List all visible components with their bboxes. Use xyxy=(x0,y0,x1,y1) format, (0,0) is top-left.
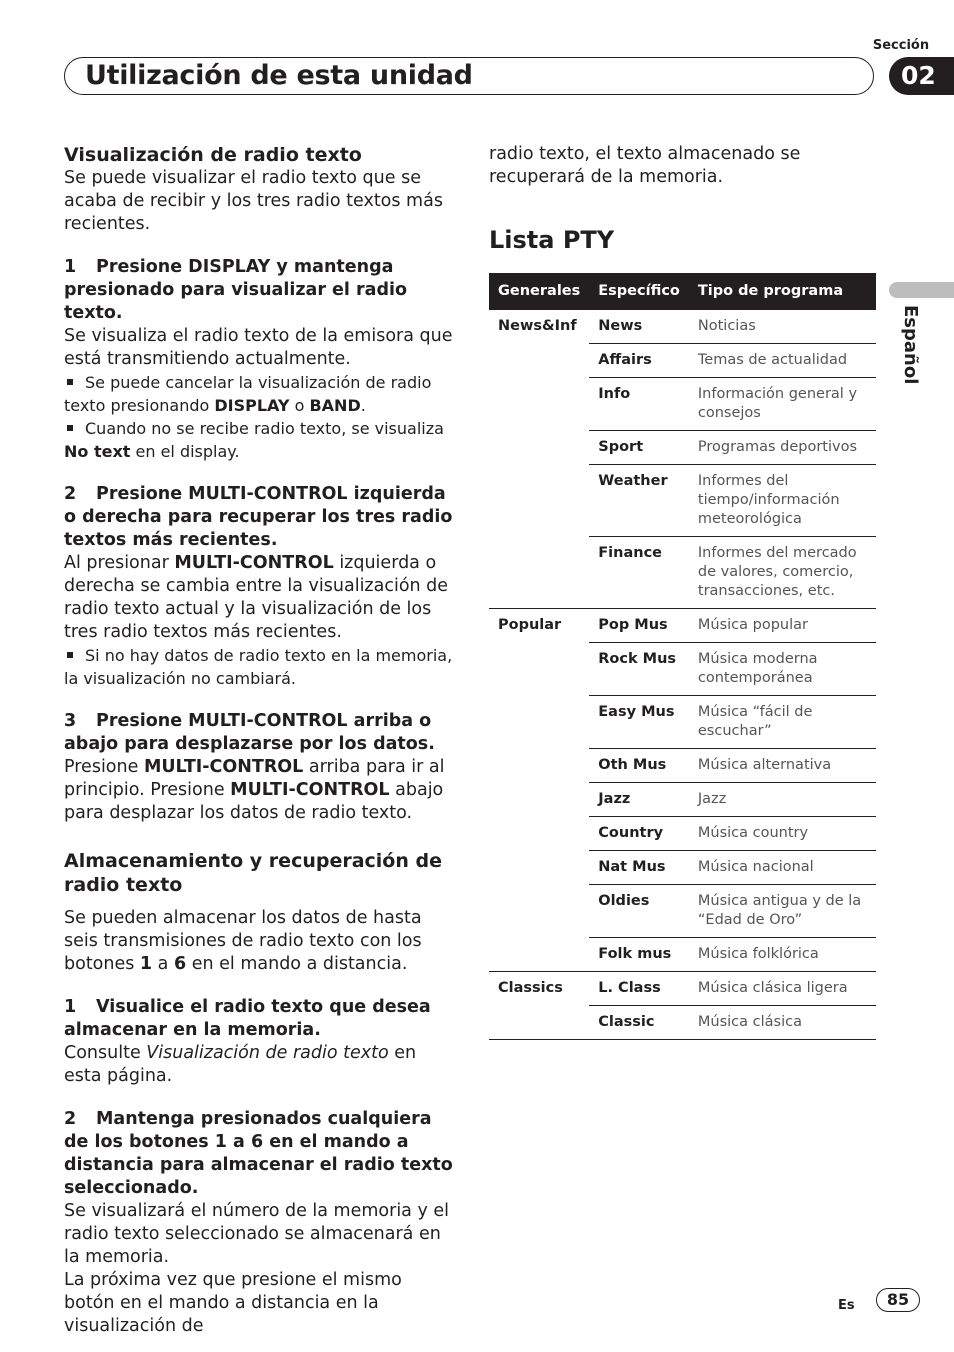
step-number: 2 xyxy=(64,484,77,504)
table-row xyxy=(489,537,876,609)
cell-general xyxy=(489,1006,589,1040)
cell-program-type: Informes del mercado de valores, comercio, transacciones, etc. xyxy=(689,537,876,609)
cell-specific: Easy Mus xyxy=(589,696,689,749)
cell-program-type: Música popular xyxy=(689,609,876,643)
page-title: Utilización de esta unidad xyxy=(85,60,473,91)
cell-program-type: Música “fácil de escuchar” xyxy=(689,696,876,749)
table-row xyxy=(489,609,876,643)
section-heading-radio-text: Visualización de radio texto xyxy=(64,144,362,166)
table-row xyxy=(489,851,876,885)
cell-program-type: Jazz xyxy=(689,783,876,817)
cell-general: Popular xyxy=(489,609,589,643)
cell-general xyxy=(489,938,589,972)
step-title-text: Visualice el radio texto que desea almacenar en la memoria. xyxy=(64,997,431,1040)
paragraph: La próxima vez que presione el mismo botón en el mando a distancia en la visualización de xyxy=(64,1270,402,1336)
note-text: Si no hay datos de radio texto en la memoria, la visualización no cambiará. xyxy=(64,646,453,688)
page-number: 85 xyxy=(876,1288,920,1312)
section-heading-storage: Almacenamiento y recuperación de radio texto xyxy=(64,850,442,896)
note xyxy=(64,371,454,417)
note-bold: BAND xyxy=(309,396,361,415)
language-tab-marker xyxy=(889,282,954,298)
cell-general xyxy=(489,643,589,696)
cell-program-type: Música clásica ligera xyxy=(689,972,876,1006)
table-row xyxy=(489,749,876,783)
bold-text: MULTI-CONTROL xyxy=(230,780,390,800)
cell-specific: L. Class xyxy=(589,972,689,1006)
page-title-bar xyxy=(64,57,874,95)
bold-text: MULTI-CONTROL xyxy=(174,553,334,573)
pty-table xyxy=(489,273,876,1040)
table-row xyxy=(489,1006,876,1040)
cell-specific: Rock Mus xyxy=(589,643,689,696)
cell-general xyxy=(489,851,589,885)
cell-general xyxy=(489,817,589,851)
cell-general xyxy=(489,696,589,749)
cell-specific: Jazz xyxy=(589,783,689,817)
table-row xyxy=(489,938,876,972)
step-number: 3 xyxy=(64,711,77,731)
cell-general xyxy=(489,749,589,783)
bold-text: 6 xyxy=(173,954,187,974)
cell-general xyxy=(489,344,589,378)
cell-specific: Finance xyxy=(589,537,689,609)
cell-general xyxy=(489,885,589,938)
table-row xyxy=(489,972,876,1006)
text: Consulte xyxy=(64,1043,147,1063)
table-header-row xyxy=(489,273,876,310)
text: Presione xyxy=(64,757,144,777)
column-header: Tipo de programa xyxy=(689,273,876,310)
right-column xyxy=(489,143,876,1040)
cell-specific: News xyxy=(598,318,643,334)
note-text: en el display. xyxy=(130,442,240,461)
paragraph: Se visualiza el radio texto de la emisora que está transmitiendo actualmente. xyxy=(64,326,453,369)
step-number: 1 xyxy=(64,257,77,277)
note-text: . xyxy=(360,396,366,415)
cell-program-type: Música country xyxy=(689,817,876,851)
table-row xyxy=(489,378,876,431)
note-text: Cuando no se recibe radio texto, se visualiza xyxy=(85,419,444,438)
paragraph xyxy=(64,1042,454,1088)
cell-specific: Country xyxy=(589,817,689,851)
cell-general: Classics xyxy=(489,972,589,1006)
cell-general: News&Inf xyxy=(498,318,577,334)
cell-specific: Oth Mus xyxy=(589,749,689,783)
bold-text: MULTI-CONTROL xyxy=(143,757,304,777)
cell-general xyxy=(489,431,589,465)
note-text: Se puede cancelar la visualización de radio texto presionando xyxy=(64,373,432,415)
note xyxy=(64,644,454,690)
text: Se pueden almacenar los datos de hasta seis transmisiones de radio texto con los botones xyxy=(64,908,422,974)
cell-program-type: Programas deportivos xyxy=(689,431,876,465)
note-bold: DISPLAY xyxy=(214,396,290,415)
table-row xyxy=(489,817,876,851)
step-title-text: Mantenga presionados cualquiera de los botones 1 a 6 en el mando a distancia para almacenar el radio texto seleccionado. xyxy=(64,1109,453,1198)
paragraph: Se visualizará el número de la memoria y el radio texto seleccionado se almacenará en la memoria. xyxy=(64,1201,450,1267)
section-label: Sección xyxy=(872,38,930,53)
cell-program-type: Música nacional xyxy=(689,851,876,885)
table-row xyxy=(489,344,876,378)
cross-reference: Visualización de radio texto xyxy=(146,1043,389,1063)
table-row xyxy=(489,885,876,938)
table-row xyxy=(489,783,876,817)
cell-general xyxy=(489,537,589,609)
note-text: o xyxy=(289,396,310,415)
cell-general xyxy=(489,378,589,431)
cell-program-type: Información general y consejos xyxy=(689,378,876,431)
cell-program-type: Música folklórica xyxy=(689,938,876,972)
step-title-text: Presione MULTI-CONTROL izquierda o derecha para recuperar los tres radio textos más recientes. xyxy=(64,484,453,550)
bullet-square-icon xyxy=(67,379,73,385)
note xyxy=(64,417,454,463)
step-title xyxy=(64,710,454,756)
paragraph xyxy=(64,907,454,976)
step-title-text: Presione MULTI-CONTROL arriba o abajo para desplazarse por los datos. xyxy=(64,711,435,754)
bullet-square-icon xyxy=(67,652,73,658)
text: en el mando a distancia. xyxy=(186,954,408,974)
cell-specific: Pop Mus xyxy=(589,609,689,643)
note-bold: No text xyxy=(64,442,131,461)
cell-specific: Nat Mus xyxy=(589,851,689,885)
cell-specific: Sport xyxy=(589,431,689,465)
table-row xyxy=(489,696,876,749)
footer-language: Es xyxy=(838,1298,855,1313)
cell-program-type: Música antigua y de la “Edad de Oro” xyxy=(689,885,876,938)
cell-program-type: Noticias xyxy=(697,318,756,334)
table-row xyxy=(489,431,876,465)
cell-program-type: Informes del tiempo/información meteorológica xyxy=(689,465,876,537)
paragraph xyxy=(64,756,454,825)
cell-program-type: Música moderna contemporánea xyxy=(689,643,876,696)
section-number-badge: 02 xyxy=(889,57,954,95)
step-title xyxy=(64,256,454,325)
cell-specific: Classic xyxy=(589,1006,689,1040)
text: Al presionar xyxy=(64,553,175,573)
paragraph: radio texto, el texto almacenado se recuperará de la memoria. xyxy=(489,144,801,187)
text: arriba para ir al principio. Presione xyxy=(64,757,445,800)
left-column xyxy=(64,143,454,1338)
cell-general xyxy=(489,465,589,537)
column-header: Generales xyxy=(489,273,589,310)
cell-specific: Info xyxy=(589,378,689,431)
text: abajo para desplazar los datos de radio texto. xyxy=(64,780,444,823)
cell-specific: Affairs xyxy=(589,344,689,378)
step-number: 1 xyxy=(64,997,77,1017)
cell-specific: Weather xyxy=(589,465,689,537)
cell-general xyxy=(489,783,589,817)
bullet-square-icon xyxy=(67,425,73,431)
paragraph xyxy=(64,552,454,644)
text: a xyxy=(152,954,174,974)
bold-text: 1 xyxy=(139,954,153,974)
step-title-text: Presione DISPLAY y mantenga presionado para visualizar el radio texto. xyxy=(64,257,407,323)
table-row xyxy=(489,310,876,344)
cell-program-type: Temas de actualidad xyxy=(689,344,876,378)
table-row xyxy=(489,643,876,696)
step-title xyxy=(64,996,454,1042)
text: izquierda o derecha se cambia entre la visualización de radio texto actual y la visualización de los tres radio textos más recientes. xyxy=(64,553,449,642)
paragraph: Se puede visualizar el radio texto que se acaba de recibir y los tres radio textos más recientes. xyxy=(64,168,443,234)
language-label: Español xyxy=(900,305,921,385)
table-row xyxy=(489,465,876,537)
cell-program-type: Música clásica xyxy=(689,1006,876,1040)
column-header: Específico xyxy=(589,273,689,310)
cell-program-type: Música alternativa xyxy=(689,749,876,783)
cell-specific: Folk mus xyxy=(589,938,689,972)
cell-specific: Oldies xyxy=(589,885,689,938)
step-number: 2 xyxy=(64,1109,77,1129)
text: en esta página. xyxy=(64,1043,417,1086)
step-title xyxy=(64,1108,454,1200)
step-title xyxy=(64,483,454,552)
pty-list-heading: Lista PTY xyxy=(489,226,615,254)
